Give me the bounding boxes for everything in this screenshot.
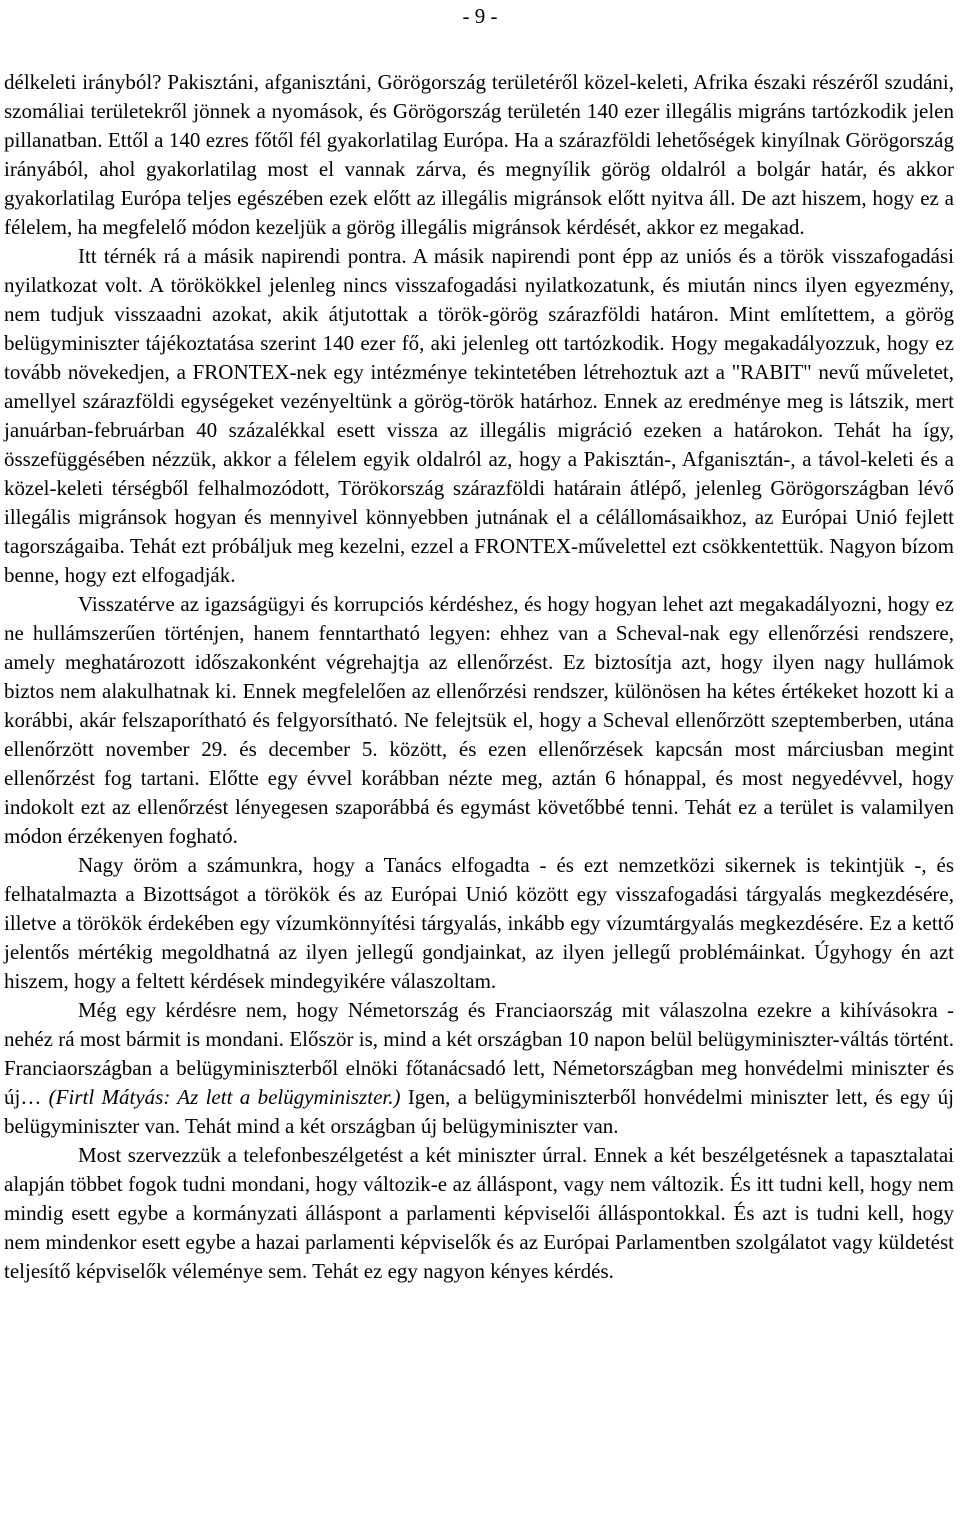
paragraph-text-before: Még egy kérdésre nem, hogy Németország és Franciaország mit válaszolna ezekre a kihívásokra - nehéz rá most bármit is mondani. Először is, mind a két országban 10 napon belül belügyminiszter-váltás történt. Franciaországban a belügyminiszterből elnöki főtanácsadó lett, Németországban meg honvédelmi miniszter és új… xyxy=(4,998,954,1109)
paragraph-council-mandate: Nagy öröm a számunkra, hogy a Tanács elfogadta - és ezt nemzetközi sikernek is tekintjük -, és felhatalmazta a Bizottságot a törökök és az Európai Unió között egy visszafogadási tárgyalás megkezdésére, illetve a törökök érdekében egy vízumkönnyítési tárgyalás, inkább egy vízumtárgyalás megkezdésére. Ez a kettő jelentős mértékig megoldhatná az ilyen jellegű gondjainkat, az ilyen jellegű problémáinkat. Úgyhogy én azt hiszem, hogy a feltett kérdések mindegyikére válaszoltam. xyxy=(4,853,954,993)
paragraph-text-after: Igen, a belügyminiszterből honvédelmi miniszter lett, és egy új belügyminiszter van. Tehát mind a két országban új belügyminiszter van. xyxy=(4,1085,954,1138)
interjection-firtl: (Firtl Mátyás: Az lett a belügyminiszter.) xyxy=(48,1085,401,1109)
paragraph-readmission-turkey: Itt térnék rá a másik napirendi pontra. A másik napirendi pont épp az uniós és a török visszafogadási nyilatkozat volt. A törökökkel jelenleg nincs visszafogadási nyilatkozatunk, és miután nincs ilyen egyezmény, nem tudjuk visszaadni azokat, akik átjutottak a török-görög szárazföldi határon. Mint említettem, a görög belügyminiszter tájékoztatása szerint 140 ezer fő, aki jelenleg ott tartózkodik. Hogy megakadályozzuk, hogy ez tovább növekedjen, a FRONTEX-nek egy intézménye tekintetében létrehoztuk azt a "RABIT" nevű műveletet, amellyel szárazföldi egységeket vezényeltünk a görög-török határhoz. Ennek az eredménye meg is látszik, mert januárban-februárban 40 százalékkal esett vissza az illegális migráció ezeken a határokon. Tehát ha így, összefüggésében nézzük, akkor a félelem egyik oldalról az, hogy a Pakisztán-, Afganisztán-, a távol-keleti és a közel-keleti térségből felhalmozódott, Törökország szárazföldi határain átlépő, jelenleg Görögországban lévő illegális migránsok hogyan és mennyivel könnyebben jutnának el a célállomásaikhoz, az Európai Unió fejlett tagországaiba. Tehát ezt próbáljuk meg kezelni, ezzel a FRONTEX-művelettel ezt csökkentettük. Nagyon bízom benne, hogy ezt elfogadják. xyxy=(4,244,954,587)
paragraph-phone-call: Most szervezzük a telefonbeszélgetést a két miniszter úrral. Ennek a két beszélgetésnek a tapasztalatai alapján többet fogok tudni mondani, hogy változik-e az álláspont, vagy nem változik. És itt tudni kell, hogy nem mindig esett egybe a kormányzati álláspont a parlamenti képviselői álláspontokkal. És azt is tudni kell, hogy nem mindenkor esett egybe a hazai parlamenti képviselők és az Európai Parlamentben szolgálatot vagy küldetést teljesítő képviselők véleménye sem. Tehát ez egy nagyon kényes kérdés. xyxy=(4,1143,954,1283)
page-number: - 9 - xyxy=(462,4,498,28)
document-body xyxy=(4,68,954,1286)
paragraph-scheval-control: Visszatérve az igazságügyi és korrupciós kérdéshez, és hogy hogyan lehet azt megakadályozni, hogy ez ne hullámszerűen történjen, hanem fenntartható legyen: ehhez van a Scheval-nak egy ellenőrzési rendszere, amely meghatározott időszakonként végrehajtja az ellenőrzést. Ez biztosítja azt, hogy ilyen nagy hullámok biztos nem alakulhatnak ki. Ennek megfelelően az ellenőrzési rendszer, különösen ha kétes értékeket hozott ki a korábbi, akár felszaporítható és felgyorsítható. Ne felejtsük el, hogy a Scheval ellenőrzött szeptemberben, utána ellenőrzött november 29. és december 5. között, és ezen ellenőrzések kapcsán most márciusban megint ellenőrzést fog tartani. Előtte egy évvel korábban nézte meg, aztán 6 hónappal, és most negyedévvel, hogy indokolt ezt az ellenőrzést lényegesen szaporábbá és egymást követőbbé tenni. Tehát ez a terület is valamilyen módon érzékenyen fogható. xyxy=(4,592,954,848)
paragraph-continued: délkeleti irányból? Pakisztáni, afganisztáni, Görögország területéről közel-keleti, Afrika északi részéről szudáni, szomáliai területekről jönnek a nyomások, és Görögország területén 140 ezer illegális migráns tartózkodik jelen pillanatban. Ettől a 140 ezres főtől fél gyakorlatilag Európa. Ha a szárazföldi lehetőségek kinyílnak Görögország irányából, ahol gyakorlatilag most el vannak zárva, és megnyílik görög oldalról a bolgár határ, és akkor gyakorlatilag Európa teljes egészében ezek előtt az illegális migránsok előtt nyitva áll. De azt hiszem, hogy ez a félelem, ha megfelelő módon kezeljük a görög illegális migránsok kérdését, akkor ez megakad. xyxy=(4,70,954,239)
paragraph-germany-france xyxy=(4,996,954,1141)
